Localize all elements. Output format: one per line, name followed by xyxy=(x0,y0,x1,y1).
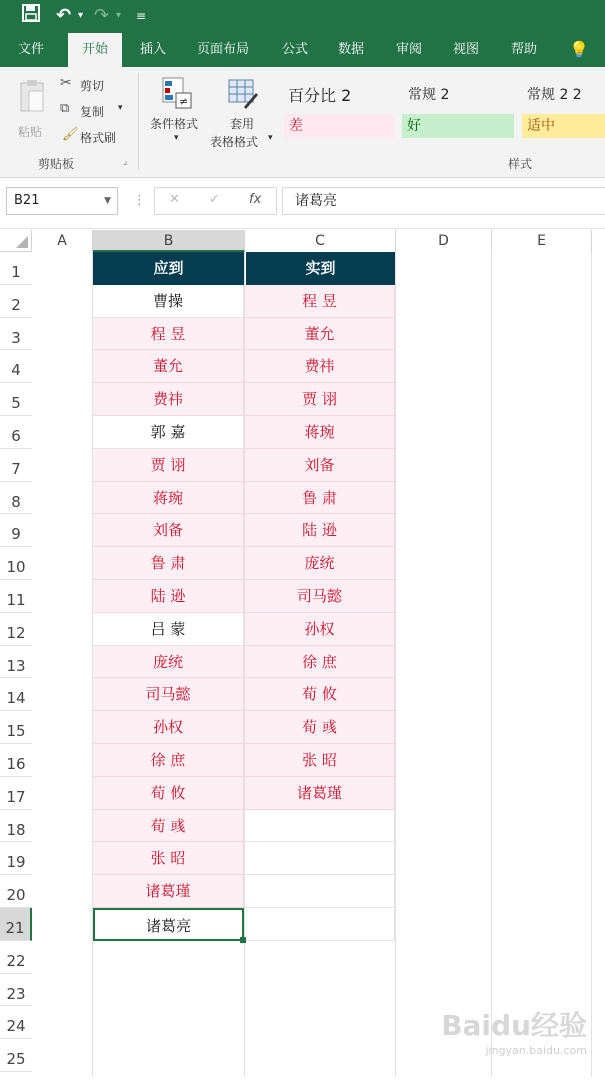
gridline xyxy=(395,252,396,1077)
style-good[interactable]: 好 xyxy=(402,114,514,138)
paste-label: 粘贴 xyxy=(18,125,43,139)
scissors-icon: ✂ xyxy=(60,75,72,91)
cell-c7[interactable]: 刘备 xyxy=(245,449,395,482)
style-normal-2[interactable]: 常规 2 xyxy=(408,87,450,103)
row-header-24[interactable]: 24 xyxy=(0,1006,32,1039)
name-box[interactable] xyxy=(6,187,118,215)
styles-group-label: 样式 xyxy=(508,157,533,171)
conditional-format-icon xyxy=(162,77,192,109)
redo-icon[interactable]: ↷ xyxy=(94,5,110,26)
column-header-b[interactable]: B xyxy=(93,230,245,252)
column-header-c[interactable]: C xyxy=(245,230,396,252)
row-header-23[interactable]: 23 xyxy=(0,974,32,1007)
row-header-9[interactable]: 9 xyxy=(0,514,32,547)
row-header-6[interactable]: 6 xyxy=(0,416,32,449)
tab-help[interactable]: 帮助 xyxy=(510,42,537,57)
formula-bar xyxy=(0,178,605,229)
cell-c1-header[interactable]: 实到 xyxy=(246,252,395,285)
select-all-corner[interactable] xyxy=(0,230,32,252)
row-header-8[interactable]: 8 xyxy=(0,482,32,515)
cell-b4[interactable]: 董允 xyxy=(93,350,244,383)
cell-c2[interactable]: 程 昱 xyxy=(245,285,395,318)
cell-c13[interactable]: 徐 庶 xyxy=(245,646,395,679)
row-header-11[interactable]: 11 xyxy=(0,580,32,613)
row-header-14[interactable]: 14 xyxy=(0,678,32,711)
cell-b19[interactable]: 张 昭 xyxy=(93,842,244,875)
insert-function-icon[interactable]: fx xyxy=(249,192,262,207)
chevron-down-icon: ▾ xyxy=(268,133,273,143)
row-header-17[interactable]: 17 xyxy=(0,777,32,810)
cell-b13[interactable]: 庞统 xyxy=(93,646,244,679)
cell-c21[interactable] xyxy=(245,908,395,941)
row-header-21[interactable]: 21 xyxy=(0,908,32,941)
cell-b10[interactable]: 鲁 肃 xyxy=(93,547,244,580)
chevron-down-icon: ▾ xyxy=(118,103,123,113)
cell-c8[interactable]: 鲁 肃 xyxy=(245,482,395,515)
row-header-12[interactable]: 12 xyxy=(0,613,32,646)
cell-b17[interactable]: 荀 攸 xyxy=(93,777,244,810)
tab-data[interactable]: 数据 xyxy=(337,42,364,57)
gridline xyxy=(491,252,492,1077)
copy-icon: ⧉ xyxy=(60,101,70,116)
column-header-d[interactable]: D xyxy=(396,230,492,252)
row-header-1[interactable]: 1 xyxy=(0,252,32,285)
cell-b16[interactable]: 徐 庶 xyxy=(93,744,244,777)
cell-b14[interactable]: 司马懿 xyxy=(93,678,244,711)
cell-b8[interactable]: 蒋琬 xyxy=(93,482,244,515)
row-header-7[interactable]: 7 xyxy=(0,449,32,482)
cell-b1-header[interactable]: 应到 xyxy=(93,252,244,285)
cell-b7[interactable]: 贾 诩 xyxy=(93,449,244,482)
cell-b9[interactable]: 刘备 xyxy=(93,514,244,547)
row-header-20[interactable]: 20 xyxy=(0,875,32,908)
tab-insert[interactable]: 插入 xyxy=(139,42,166,57)
cell-c20[interactable] xyxy=(245,875,395,908)
gridline xyxy=(591,252,592,1077)
row-header-25[interactable]: 25 xyxy=(0,1039,32,1072)
formula-input[interactable]: 诸葛亮 xyxy=(282,187,605,215)
format-as-table-button[interactable] xyxy=(208,75,278,155)
cell-c12[interactable]: 孙权 xyxy=(245,613,395,646)
enter-icon[interactable]: ✓ xyxy=(209,192,220,207)
undo-icon[interactable]: ↶ xyxy=(56,5,72,26)
row-header-4[interactable]: 4 xyxy=(0,350,32,383)
row-header-19[interactable]: 19 xyxy=(0,842,32,875)
watermark-text: Baidu经验 xyxy=(441,1009,587,1042)
name-box-value: B21 xyxy=(14,193,40,208)
cell-b15[interactable]: 孙权 xyxy=(93,711,244,744)
cell-c18[interactable] xyxy=(245,810,395,843)
tab-view[interactable]: 视图 xyxy=(452,42,479,57)
formula-buttons xyxy=(154,187,277,215)
cancel-icon[interactable]: ✕ xyxy=(169,192,180,207)
watermark-logo xyxy=(441,1004,587,1057)
row-header-22[interactable]: 22 xyxy=(0,941,32,974)
cell-b3[interactable]: 程 昱 xyxy=(93,318,244,351)
save-icon[interactable] xyxy=(22,4,40,29)
cell-c16[interactable]: 张 昭 xyxy=(245,744,395,777)
conditional-format-button[interactable] xyxy=(148,75,208,155)
row-header-10[interactable]: 10 xyxy=(0,547,32,580)
brush-icon: 🖌 xyxy=(62,127,79,142)
cell-c10[interactable]: 庞统 xyxy=(245,547,395,580)
format-painter-label: 格式刷 xyxy=(80,131,117,145)
fill-handle[interactable] xyxy=(240,937,246,943)
cell-c19[interactable] xyxy=(245,842,395,875)
cell-c15[interactable]: 荀 彧 xyxy=(245,711,395,744)
table-format-label-2: 表格格式 xyxy=(210,135,259,149)
cell-b6[interactable]: 郭 嘉 xyxy=(93,416,244,449)
cell-b20[interactable]: 诸葛瑾 xyxy=(93,875,244,908)
redo-dropdown-icon[interactable]: ▾ xyxy=(116,10,122,21)
cell-b18[interactable]: 荀 彧 xyxy=(93,810,244,843)
divider xyxy=(138,73,139,169)
ribbon-tabs xyxy=(0,33,605,67)
row-header-3[interactable]: 3 xyxy=(0,318,32,351)
row-header-2[interactable]: 2 xyxy=(0,285,32,318)
style-normal-2-2[interactable]: 常规 2 2 xyxy=(527,87,582,103)
cut-label: 剪切 xyxy=(80,79,105,93)
column-header-a[interactable]: A xyxy=(32,230,93,252)
cell-c6[interactable]: 蒋琬 xyxy=(245,416,395,449)
conditional-format-label: 条件格式 xyxy=(150,117,199,131)
format-painter-button[interactable] xyxy=(58,127,128,147)
table-format-label-1: 套用 xyxy=(230,117,255,131)
cell-b21[interactable]: 诸葛亮 xyxy=(93,908,244,941)
cell-c5[interactable]: 贾 诩 xyxy=(245,383,395,416)
title-bar xyxy=(0,0,605,33)
row-header-16[interactable]: 16 xyxy=(0,744,32,777)
cut-button[interactable] xyxy=(58,75,118,95)
more-options-icon[interactable]: ⋮ xyxy=(133,193,146,208)
cell-c3[interactable]: 董允 xyxy=(245,318,395,351)
cell-c17[interactable]: 诸葛瑾 xyxy=(245,777,395,810)
row-header-13[interactable]: 13 xyxy=(0,646,32,679)
style-neutral[interactable]: 适中 xyxy=(522,114,605,138)
clipboard-group-label: 剪贴板 xyxy=(38,157,75,171)
tab-file[interactable]: 文件 xyxy=(17,42,44,57)
undo-dropdown-icon[interactable]: ▾ xyxy=(78,10,84,21)
tab-formulas[interactable]: 公式 xyxy=(281,42,308,57)
paste-button[interactable] xyxy=(12,77,52,147)
style-percent-2[interactable]: 百分比 2 xyxy=(288,86,352,105)
copy-label: 复制 xyxy=(80,105,105,119)
ribbon xyxy=(0,67,605,178)
column-header-e[interactable]: E xyxy=(492,230,592,252)
cell-b2[interactable]: 曹操 xyxy=(93,285,244,318)
customize-icon[interactable]: ≡ xyxy=(136,9,147,23)
copy-button[interactable] xyxy=(58,101,128,121)
cell-c4[interactable]: 费祎 xyxy=(245,350,395,383)
svg-text:≠: ≠ xyxy=(179,95,189,108)
table-format-icon xyxy=(228,79,258,109)
row-header-15[interactable]: 15 xyxy=(0,711,32,744)
cell-b11[interactable]: 陆 逊 xyxy=(93,580,244,613)
chevron-down-icon[interactable]: ▼ xyxy=(104,196,111,206)
chevron-down-icon: ▾ xyxy=(174,133,179,143)
row-header-5[interactable]: 5 xyxy=(0,383,32,416)
tab-page-layout[interactable]: 页面布局 xyxy=(196,42,249,57)
cell-b12[interactable]: 吕 蒙 xyxy=(93,613,244,646)
lightbulb-icon[interactable]: 💡 xyxy=(569,40,589,59)
dialog-launcher-icon[interactable]: ⌟ xyxy=(123,157,128,167)
style-bad[interactable]: 差 xyxy=(284,114,394,138)
cell-c11[interactable]: 司马懿 xyxy=(245,580,395,613)
clipboard-icon xyxy=(19,79,45,113)
cell-c14[interactable]: 荀 攸 xyxy=(245,678,395,711)
watermark-url: jingyan.baidu.com xyxy=(485,1044,587,1057)
row-header-18[interactable]: 18 xyxy=(0,810,32,843)
tab-home[interactable]: 开始 xyxy=(68,33,122,67)
cell-c9[interactable]: 陆 逊 xyxy=(245,514,395,547)
tab-review[interactable]: 审阅 xyxy=(395,42,422,57)
cell-b5[interactable]: 费祎 xyxy=(93,383,244,416)
